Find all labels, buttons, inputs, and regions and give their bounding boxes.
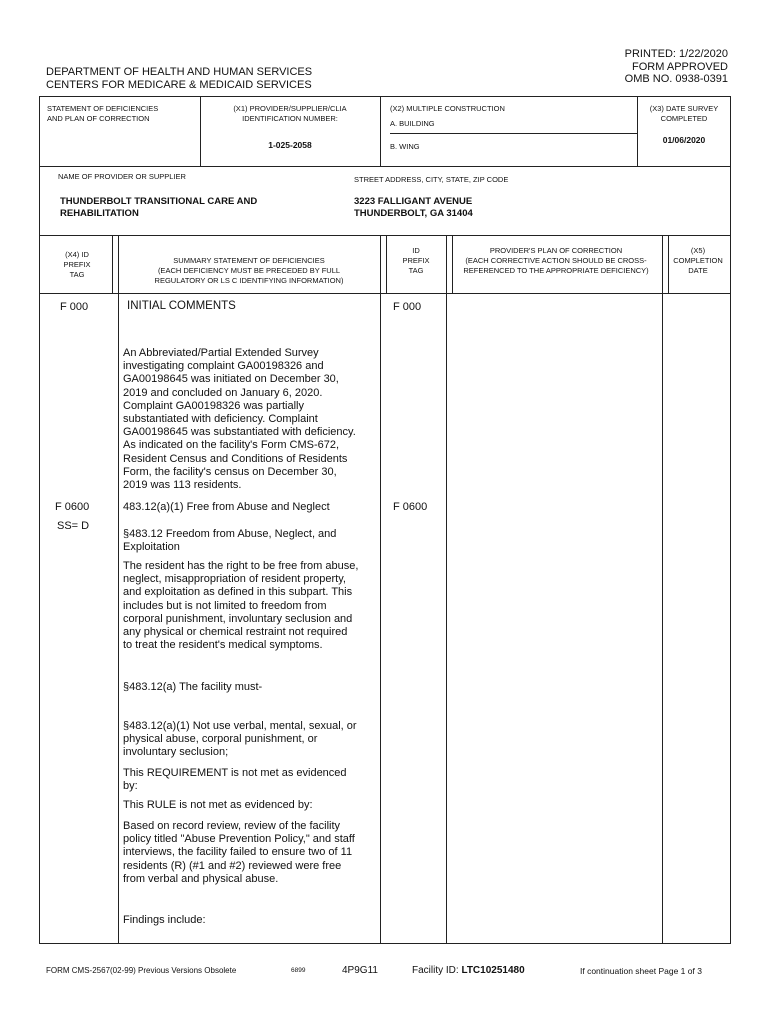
- summary-line2: (EACH DEFICIENCY MUST BE PRECEDED BY FULL: [157, 266, 341, 275]
- form-number: FORM CMS-2567(02-99) Previous Versions Obsolete: [46, 966, 237, 975]
- divider-x3: [637, 96, 638, 166]
- provider-name-line2: REHABILITATION: [60, 208, 139, 219]
- summary-line3: REGULATORY OR LS C IDENTIFYING INFORMATION): [154, 276, 344, 285]
- divider-provider-row: [39, 235, 731, 236]
- regulation-title: 483.12(a)(1) Free from Abuse and Neglect: [123, 501, 330, 513]
- survey-paragraph: [123, 347, 379, 492]
- facility-id-value: LTC10251480: [461, 965, 525, 976]
- divider-top-row: [39, 166, 731, 167]
- building-label: A. BUILDING: [390, 119, 435, 128]
- findings-include: Findings include:: [123, 914, 206, 926]
- wing-label: B. WING: [390, 142, 420, 151]
- statement-label-line1: STATEMENT OF DEFICIENCIES: [47, 104, 159, 113]
- x4-line3: TAG: [69, 270, 85, 279]
- summary-column-header: [122, 256, 376, 286]
- x4-line2: PREFIX: [63, 260, 91, 269]
- scope-severity: SS= D: [57, 520, 90, 532]
- x5-line1: (X5): [690, 246, 706, 255]
- requirement-line: by:: [123, 780, 138, 793]
- divider-building-wing: [390, 133, 637, 134]
- divider-column-header: [39, 293, 731, 294]
- id-tag-f0600: F 0600: [393, 501, 428, 513]
- x2-label: (X2) MULTIPLE CONSTRUCTION: [390, 104, 505, 113]
- id-column-header: [388, 246, 444, 276]
- id-tag-f000: F 000: [393, 301, 422, 313]
- prefix-tag-f000: F 000: [60, 301, 89, 313]
- initial-comments-heading: INITIAL COMMENTS: [127, 300, 236, 312]
- provider-name-line1: THUNDERBOLT TRANSITIONAL CARE AND: [60, 196, 258, 207]
- address-line2: THUNDERBOLT, GA 31404: [354, 208, 473, 219]
- rights-paragraph: [123, 560, 358, 652]
- prefix-tag-f0600: F 0600: [55, 501, 90, 513]
- rights-line: includes but is not limited to freedom from: [123, 599, 327, 612]
- based-on-line: policy titled "Abuse Prevention Policy," and staff: [123, 833, 355, 846]
- x1-label: [205, 104, 375, 124]
- frame-left: [39, 96, 40, 944]
- survey-line: GA00198645 was substantiated with deficiency.: [123, 426, 356, 439]
- statement-label-line2: AND PLAN OF CORRECTION: [47, 114, 150, 123]
- department-header: [46, 66, 312, 91]
- provider-address: [354, 196, 473, 220]
- not-use-line: physical abuse, corporal punishment, or: [123, 733, 318, 746]
- divider-x2: [380, 96, 381, 166]
- id-line1: ID: [412, 246, 420, 255]
- survey-line: 2019 was 113 residents.: [123, 479, 242, 492]
- frame-bottom: [39, 943, 731, 944]
- rights-line: and exploitation as defined in this subpart. This: [123, 586, 353, 599]
- survey-line: GA00198645 was initiated on December 30,: [123, 373, 339, 386]
- provider-name: [60, 196, 257, 220]
- not-use-line: §483.12(a)(1) Not use verbal, mental, sexual, or: [123, 720, 357, 732]
- centers-name: CENTERS FOR MEDICARE & MEDICAID SERVICES: [46, 78, 312, 91]
- frame-right: [730, 96, 731, 944]
- survey-line: An Abbreviated/Partial Extended Survey: [123, 347, 319, 359]
- rights-line: to treat the resident's medical symptoms.: [123, 639, 323, 652]
- survey-line: As indicated on the facility's Form CMS-672,: [123, 439, 340, 452]
- not-use-line: involuntary seclusion;: [123, 746, 229, 759]
- x1-label-line2: IDENTIFICATION NUMBER:: [242, 114, 338, 123]
- based-on-line: from verbal and physical abuse.: [123, 872, 279, 885]
- x3-label-line1: (X3) DATE SURVEY: [649, 104, 719, 113]
- rights-line: corporal punishment, involuntary seclusion and: [123, 612, 353, 625]
- divider-x1: [200, 96, 201, 166]
- based-on-line: residents (R) (#1 and #2) reviewed were free: [123, 859, 342, 872]
- frame-top: [39, 96, 731, 97]
- freedom-line: §483.12 Freedom from Abuse, Neglect, and: [123, 528, 337, 540]
- hdr-divider-1: [112, 235, 113, 293]
- survey-completed-date: 01/06/2020: [662, 135, 706, 145]
- facility-id: [412, 965, 525, 976]
- rule-statement: This RULE is not met as evidenced by:: [123, 799, 313, 811]
- col-divider-completion: [662, 235, 663, 943]
- x3-label: [641, 104, 727, 124]
- omb-number: OMB NO. 0938-0391: [624, 73, 728, 85]
- plan-column-header: [452, 246, 660, 276]
- facility-must: §483.12(a) The facility must-: [123, 681, 263, 693]
- id-line2: PREFIX: [402, 256, 430, 265]
- based-on-line: Based on record review, review of the facility: [123, 820, 341, 832]
- requirement-line: This REQUIREMENT is not met as evidenced: [123, 767, 347, 779]
- freedom-heading: [123, 528, 336, 554]
- provider-id-number: 1-025-2058: [268, 140, 312, 150]
- x4-column-header: [44, 250, 110, 280]
- facility-id-label: Facility ID:: [412, 965, 459, 976]
- summary-line1: SUMMARY STATEMENT OF DEFICIENCIES: [173, 256, 325, 265]
- plan-line2: (EACH CORRECTIVE ACTION SHOULD BE CROSS-: [465, 256, 647, 265]
- address-line1: 3223 FALLIGANT AVENUE: [354, 196, 473, 207]
- rights-line: The resident has the right to be free from abuse,: [123, 560, 359, 572]
- hdr-divider-2: [386, 235, 387, 293]
- requirement-statement: [123, 767, 347, 793]
- printed-date: PRINTED: 1/22/2020: [624, 48, 728, 60]
- based-on-paragraph: [123, 820, 355, 886]
- col-divider-plan: [446, 235, 447, 943]
- department-name: DEPARTMENT OF HEALTH AND HUMAN SERVICES: [46, 66, 313, 78]
- plan-line3: REFERENCED TO THE APPROPRIATE DEFICIENCY): [463, 266, 649, 275]
- col-divider-summary: [118, 235, 119, 943]
- based-on-line: interviews, the facility failed to ensure two of 11: [123, 846, 353, 859]
- footer-code: 6899: [291, 967, 306, 974]
- continuation-sheet: If continuation sheet Page 1 of 3: [580, 966, 702, 976]
- plan-line1: PROVIDER'S PLAN OF CORRECTION: [489, 246, 623, 255]
- freedom-line: Exploitation: [123, 541, 180, 554]
- statement-label: [47, 104, 158, 124]
- survey-line: Form, the facility's census on December 30,: [123, 465, 337, 478]
- x4-line1: (X4) ID: [65, 250, 89, 259]
- x5-line3: DATE: [688, 266, 708, 275]
- address-label: STREET ADDRESS, CITY, STATE, ZIP CODE: [354, 175, 509, 184]
- x5-column-header: [668, 246, 728, 276]
- form-approved: FORM APPROVED: [632, 60, 728, 73]
- provider-name-label: NAME OF PROVIDER OR SUPPLIER: [58, 172, 186, 181]
- printed-header: [625, 48, 728, 86]
- id-line3: TAG: [408, 266, 424, 275]
- col-divider-id: [380, 235, 381, 943]
- survey-line: substantiated with deficiency. Complaint: [123, 413, 318, 426]
- survey-line: investigating complaint GA00198326 and: [123, 360, 324, 373]
- rights-line: neglect, misappropriation of resident property,: [123, 573, 346, 586]
- x5-line2: COMPLETION: [673, 256, 723, 265]
- event-id: 4P9G11: [342, 965, 378, 976]
- x3-label-line2: COMPLETED: [660, 114, 708, 123]
- rights-line: any physical or chemical restraint not required: [123, 626, 348, 639]
- x1-label-line1: (X1) PROVIDER/SUPPLIER/CLIA: [233, 104, 347, 113]
- not-use-paragraph: [123, 720, 357, 760]
- survey-line: 2019 and concluded on January 6, 2020.: [123, 386, 323, 399]
- survey-line: Complaint GA00198326 was partially: [123, 399, 304, 412]
- survey-line: Resident Census and Conditions of Residents: [123, 452, 348, 465]
